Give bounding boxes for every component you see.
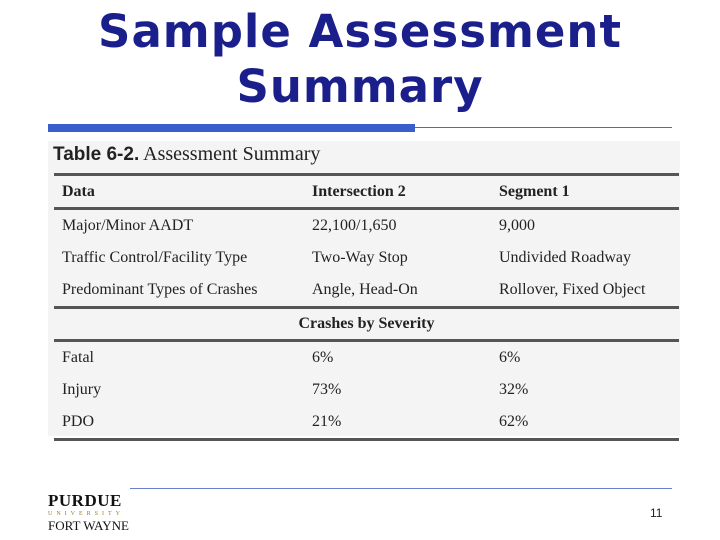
footer-divider [130, 488, 672, 489]
table-row [54, 209, 679, 243]
table-row [54, 242, 679, 274]
segment-value: 32% [499, 381, 529, 398]
segment-value: 9,000 [499, 217, 535, 234]
column-header-intersection: Intersection 2 [312, 182, 406, 200]
row-label: Traffic Control/Facility Type [62, 249, 248, 266]
assessment-table-figure [48, 141, 680, 436]
slide-title [0, 4, 720, 114]
slide-title-line-1: Sample Assessment [98, 5, 622, 58]
segment-value: 6% [499, 349, 521, 366]
intersection-value: Angle, Head-On [312, 281, 418, 298]
segment-value: Rollover, Fixed Object [499, 281, 646, 298]
column-header-segment: Segment 1 [499, 182, 570, 200]
table-caption-number: Table 6-2. [53, 144, 140, 165]
title-divider-line [415, 127, 672, 128]
table-row [54, 406, 679, 440]
row-label: Injury [62, 381, 102, 398]
table-row [54, 374, 679, 406]
table-caption [53, 143, 320, 166]
column-header-data: Data [62, 182, 95, 200]
severity-section-row [54, 308, 679, 341]
table-caption-text: Assessment Summary [143, 143, 321, 165]
logo-wordmark-university: UNIVERSITY [48, 511, 124, 517]
table-row [54, 274, 679, 308]
intersection-value: 73% [312, 381, 342, 398]
title-divider [48, 124, 672, 132]
row-label: PDO [62, 413, 95, 430]
logo-wordmark-purdue: PURDUE [48, 491, 122, 510]
row-label: Fatal [62, 349, 94, 366]
intersection-value: 21% [312, 413, 342, 430]
row-label: Major/Minor AADT [62, 217, 194, 234]
severity-section-label: Crashes by Severity [298, 315, 435, 332]
logo-wordmark-fort-wayne: FORT WAYNE [48, 518, 129, 533]
intersection-value: 22,100/1,650 [312, 217, 397, 234]
title-divider-accent [48, 124, 415, 132]
slide-title-line-2: Summary [236, 60, 484, 113]
table-row [54, 341, 679, 375]
intersection-value: 6% [312, 349, 334, 366]
assessment-summary-table [54, 173, 679, 441]
page-number: 11 [650, 506, 663, 520]
row-label: Predominant Types of Crashes [62, 281, 258, 298]
segment-value: 62% [499, 413, 529, 430]
table-header-row [54, 175, 679, 209]
purdue-fort-wayne-logo [48, 492, 130, 536]
segment-value: Undivided Roadway [499, 249, 631, 266]
intersection-value: Two-Way Stop [312, 249, 408, 266]
